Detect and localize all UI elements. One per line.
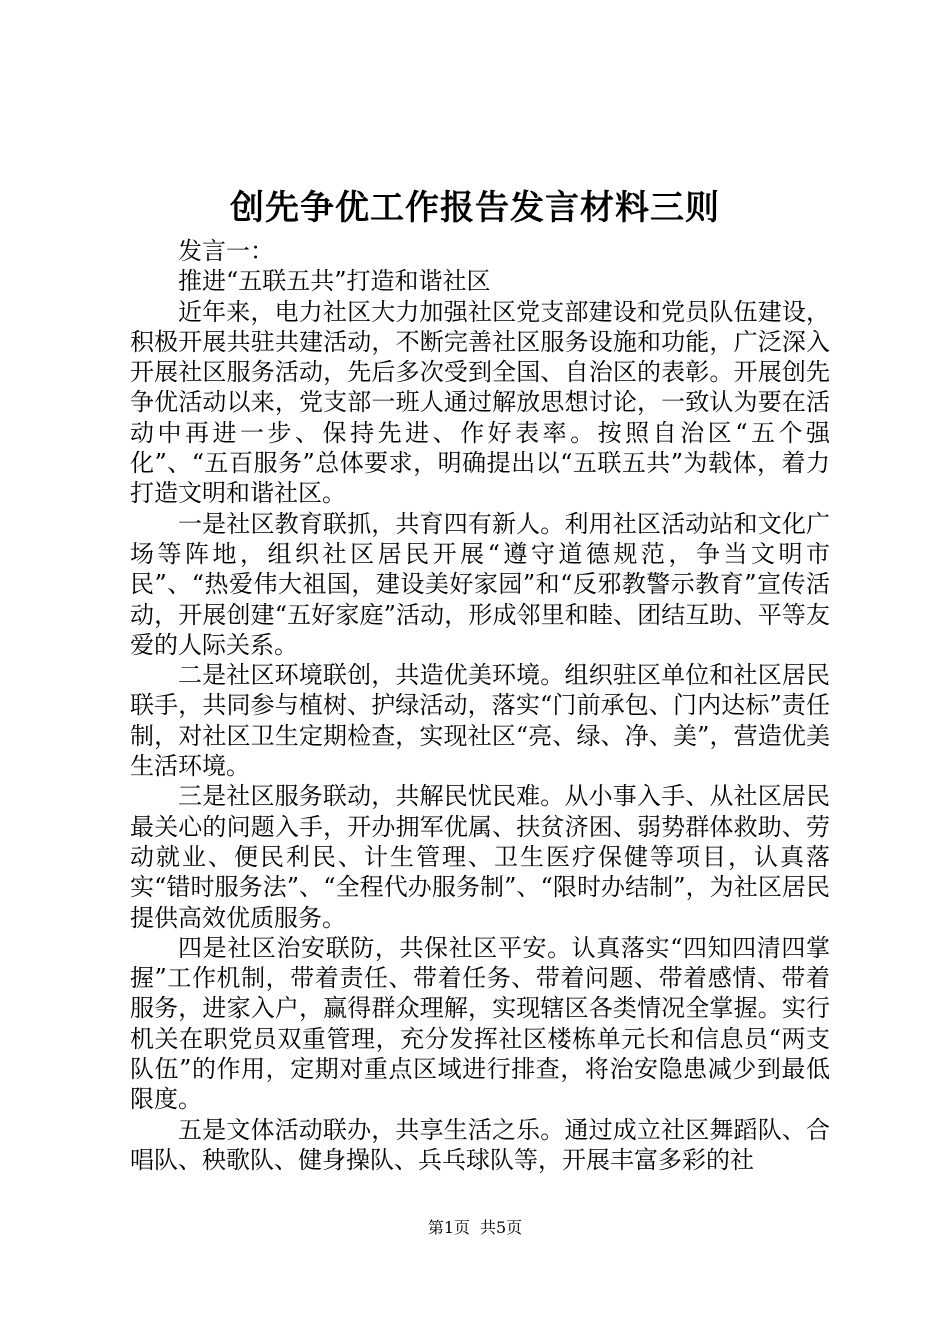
paragraph-speech-label: 发言一： xyxy=(178,237,274,265)
document-body xyxy=(130,236,830,1175)
page-number: 第1页 xyxy=(427,1218,470,1237)
paragraph-subtitle: 推进“五联五共”打造和谐社区 xyxy=(178,267,491,296)
paragraph-intro: 近年来，电力社区大力加强社区党支部建设和党员队伍建设，积极开展共驻共建活动，不断完善社区服务设施和功能，广泛深入开展社区服务活动，先后多次受到全国、自治区的表彰。开展创先争优活动以来，党支部一班人通过解放思想讨论，一致认为要在活动中再进一步、保持先进、作好表率。按照自治区“五个强化”、“五百服务”总体要求，明确提出以“五联五共”为载体，着力打造文明和谐社区。 xyxy=(130,297,830,508)
page-footer xyxy=(0,1218,950,1238)
paragraph-point-three: 三是社区服务联动，共解民忧民难。从小事入手、从社区居民最关心的问题入手，开办拥军优属、扶贫济困、弱势群体救助、劳动就业、便民利民、计生管理、卫生医疗保健等项目，认真落实“错时服务法”、“全程代办服务制”、“限时办结制”，为社区居民提供高效优质服务。 xyxy=(130,782,830,932)
document-title: 创先争优工作报告发言材料三则 xyxy=(230,188,720,228)
paragraph-point-two: 二是社区环境联创，共造优美环境。组织驻区单位和社区居民联手，共同参与植树、护绿活动，落实“门前承包、门内达标”责任制，对社区卫生定期检查，实现社区“亮、绿、净、美”，营造优美生活环境。 xyxy=(130,661,830,781)
page-total: 共5页 xyxy=(480,1218,523,1237)
paragraph-point-five: 五是文体活动联办，共享生活之乐。通过成立社区舞蹈队、合唱队、秧歌队、健身操队、兵乓球队等，开展丰富多彩的社 xyxy=(130,1115,830,1174)
paragraph-point-four: 四是社区治安联防，共保社区平安。认真落实“四知四清四掌握”工作机制，带着责任、带着任务、带着问题、带着感情、带着服务，进家入户，赢得群众理解，实现辖区各类情况全掌握。实行机关在职党员双重管理，充分发挥社区楼栋单元长和信息员“两支队伍”的作用，定期对重点区域进行排查，将治安隐患减少到最低限度。 xyxy=(130,933,830,1114)
paragraph-point-one: 一是社区教育联抓，共育四有新人。利用社区活动站和文化广场等阵地，组织社区居民开展“遵守道德规范，争当文明市民”、“热爱伟大祖国，建设美好家园”和“反邪教警示教育”宣传活动，开展创建“五好家庭”活动，形成邻里和睦、团结互助、平等友爱的人际关系。 xyxy=(130,509,830,659)
